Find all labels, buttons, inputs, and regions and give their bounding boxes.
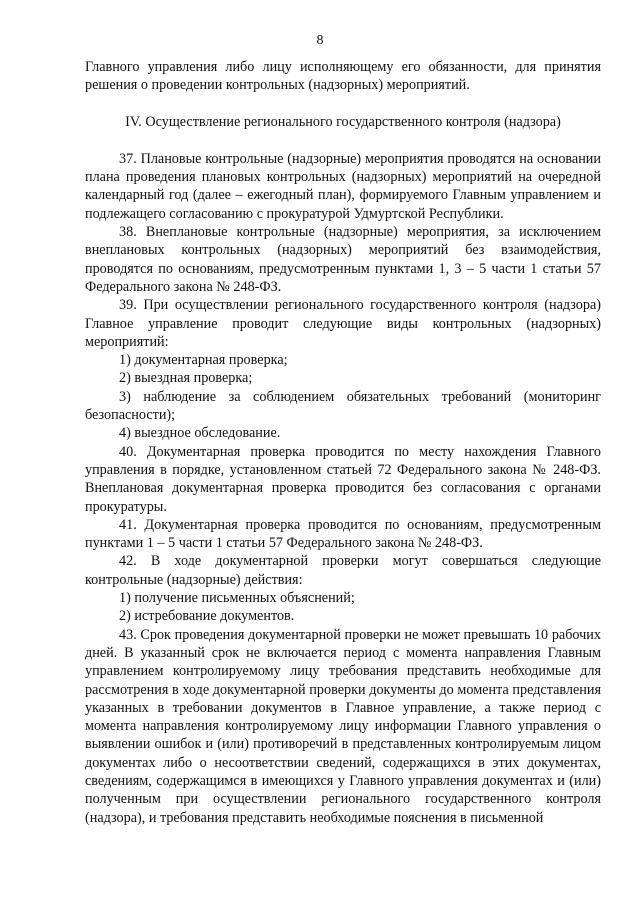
page-number: 8 [316,33,324,48]
paragraph-38: 38. Внеплановые контрольные (надзорные) мероприятия, за исключением внеплановых контрольных (надзорных) мероприятий без взаимодействия, проводятся по основаниям, предусмотренным пунктами 1, 3 – 5 части 1 статьи 57 Федерального закона № 248-ФЗ. [85,224,601,295]
list-item: 3) наблюдение за соблюдением обязательных требований (мониторинг безопасности); [85,388,601,424]
list-item: 4) выездное обследование. [119,425,281,442]
paragraph-43: 43. Срок проведения документарной проверки не может превышать 10 рабочих дней. В указанный срок не включается период с момента направления Главным управлением контролируемому лицу требования представить необходимые для рассмотрения в ходе документарной проверки документы до момента представления указанных в требовании документов в Главное управление, а также период с момента направления контролируемому лицу информации Главного управления о выявлении ошибок и (или) противоречий в представленных контролируемым лицом документах либо о несоответствии сведений, содержащихся в этих документах, сведениям, содержащимся в имеющихся у Главного управления документах и (или) полученным при осуществлении регионального государственного контроля (надзора), и требования представить необходимые пояснения в письменной [85,626,601,826]
list-item: 1) документарная проверка; [119,352,288,369]
list-item: 2) истребование документов. [119,608,295,625]
list-item: 2) выездная проверка; [119,370,253,387]
list-item: 1) получение письменных объяснений; [119,590,355,607]
paragraph-40: 40. Документарная проверка проводится по месту нахождения Главного управления в порядке, установленном статьей 72 Федерального закона № 248-ФЗ. Внеплановая документарная проверка проводится без согласования с органами прокуратуры. [85,443,601,515]
paragraph-41: 41. Документарная проверка проводится по основаниям, предусмотренным пунктами 1 – 5 части 1 статьи 57 Федерального закона № 248-ФЗ. [85,516,601,552]
paragraph-39: 39. При осуществлении регионального государственного контроля (надзора) Главное управление проводит следующие виды контрольных (надзорных) мероприятий: [85,297,601,350]
document-body [85,58,601,827]
paragraph-42: 42. В ходе документарной проверки могут совершаться следующие контрольные (надзорные) действия: [85,553,601,588]
paragraph-continuation: Главного управления либо лицу исполняющему его обязанности, для принятия решения о проведении контрольных (надзорных) мероприятий. [85,59,601,94]
section-heading: IV. Осуществление регионального государственного контроля (надзора) [125,113,561,130]
paragraph-37: 37. Плановые контрольные (надзорные) мероприятия проводятся на основании плана проведения плановых контрольных (надзорных) мероприятий на очередной календарный год (далее – ежегодный план), формируемого Главным управлением и подлежащего согласованию с прокуратурой Удмуртской Республики. [85,150,601,222]
